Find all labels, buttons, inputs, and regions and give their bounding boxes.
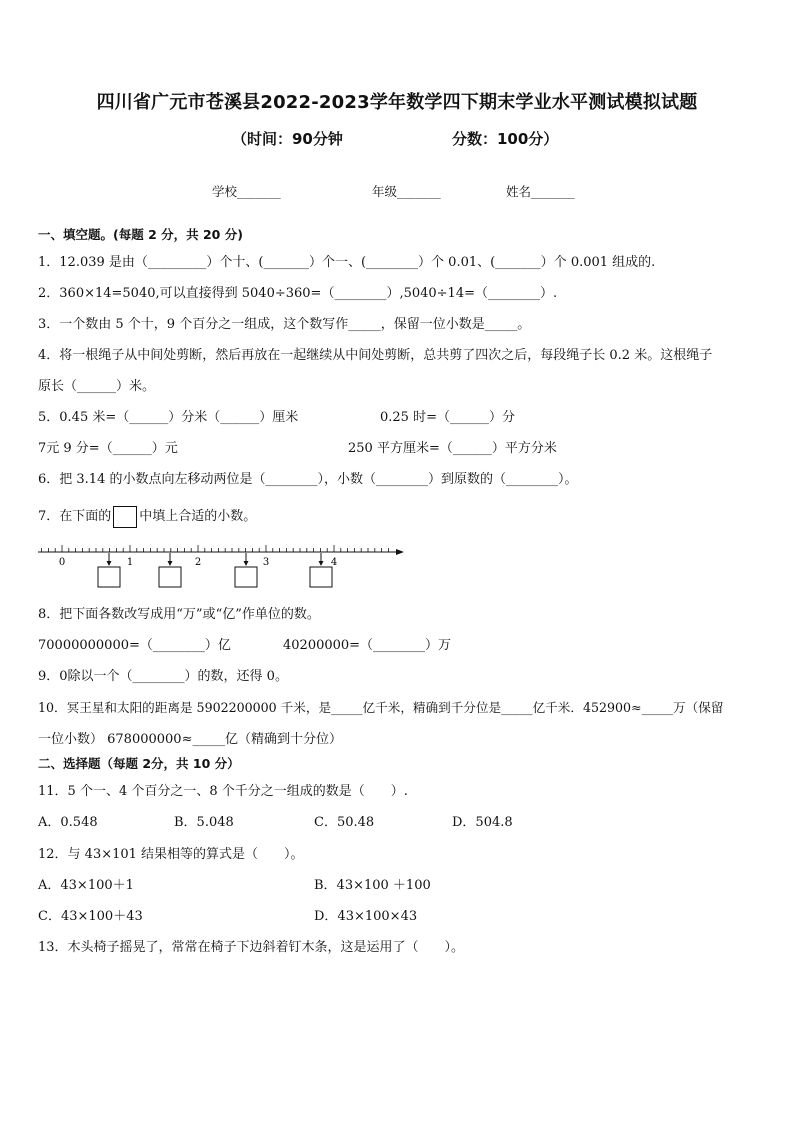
question-4-line-2: 原长（______）米。 (38, 379, 156, 394)
grade-field: 年级_______ (372, 184, 441, 199)
question-5-part-a: 5．0.45 米=（______）分米（______）厘米 (38, 410, 299, 425)
section-1-heading: 一、填空题。(每题 2 分，共 20 分) (38, 227, 243, 242)
answer-box-2[interactable] (159, 567, 181, 587)
question-8-part-b: 40200000=（________）万 (283, 638, 452, 653)
exam-time: （时间：90分钟 (232, 130, 343, 148)
answer-box-sample (113, 506, 137, 528)
q11-option-a[interactable]: A．0.548 (38, 815, 98, 830)
tick-label-2: 2 (194, 557, 202, 568)
answer-box-4[interactable] (310, 567, 332, 587)
question-5-part-d: 250 平方厘米=（______）平方分米 (348, 441, 557, 456)
q12-option-d[interactable]: D．43×100×43 (314, 909, 418, 924)
question-11: 11．5 个一、4 个百分之一、8 个千分之一组成的数是（ ）. (38, 784, 408, 799)
question-7 (38, 505, 256, 528)
number-line-arrow (396, 549, 404, 555)
question-10-line-2: 一位小数） 678000000≈_____亿（精确到十分位） (38, 732, 342, 747)
number-line (36, 536, 408, 592)
question-12: 12．与 43×101 结果相等的算式是（ ）。 (38, 847, 304, 862)
exam-title: 四川省广元市苍溪县2022-2023学年数学四下期末学业水平测试模拟试题 (96, 92, 698, 113)
arrow-to-box-3 (244, 553, 249, 566)
question-4-line-1: 4．将一根绳子从中间处剪断，然后再放在一起继续从中间处剪断，总共剪了四次之后，每段绳子长 0.2 米。这根绳子 (38, 348, 713, 363)
question-6: 6．把 3.14 的小数点向左移动两位是（________），小数（________）到原数的（________）。 (38, 472, 578, 487)
question-5-part-b: 0.25 时=（______）分 (380, 410, 515, 425)
question-8: 8．把下面各数改写成用“万”或“亿”作单位的数。 (38, 607, 320, 622)
question-9: 9．0除以一个（________）的数，还得 0。 (38, 669, 288, 684)
q12-option-c[interactable]: C．43×100＋43 (38, 909, 143, 924)
tick-label-3: 3 (262, 557, 270, 568)
answer-box-1[interactable] (98, 567, 120, 587)
tick-label-4: 4 (330, 557, 338, 568)
question-8-part-a: 70000000000=（________）亿 (38, 638, 231, 653)
answer-box-3[interactable] (235, 567, 257, 587)
question-7-prefix: 7．在下面的 (38, 509, 112, 524)
section-2-heading: 二、选择题（每题 2分，共 10 分） (38, 756, 240, 771)
q11-option-c[interactable]: C．50.48 (314, 815, 375, 830)
question-10-line-1: 10．冥王星和太阳的距离是 5902200000 千米，是_____亿千米，精确到千分位是_____亿千米．452900≈_____万（保留 (38, 700, 724, 715)
q11-option-b[interactable]: B．5.048 (174, 815, 234, 830)
question-7-suffix: 中填上合适的小数。 (139, 509, 257, 524)
q11-option-d[interactable]: D．504.8 (452, 815, 513, 830)
question-1: 1．12.039 是由（_________）个十、(_______）个一、(________）个 0.01、(_______）个 0.001 组成的. (38, 255, 656, 270)
question-2: 2．360×14=5040,可以直接得到 5040÷360=（________）,5040÷14=（________）. (38, 286, 558, 301)
question-3: 3．一个数由 5 个十，9 个百分之一组成，这个数写作_____，保留一位小数是_____。 (38, 317, 531, 332)
arrow-to-box-4 (319, 553, 324, 566)
tick-label-0: 0 (58, 557, 66, 568)
number-line-minor-ticks (42, 545, 389, 552)
arrow-to-box-2 (168, 553, 173, 566)
tick-label-1: 1 (126, 557, 134, 568)
question-5-part-c: 7元 9 分=（______）元 (38, 441, 178, 456)
exam-score: 分数：100分） (452, 130, 559, 148)
q12-option-b[interactable]: B．43×100 ＋100 (314, 878, 431, 893)
question-13: 13．木头椅子摇晃了，常常在椅子下边斜着钉木条，这是运用了（ ）。 (38, 940, 465, 955)
q12-option-a[interactable]: A．43×100＋1 (38, 878, 134, 893)
school-field: 学校_______ (212, 184, 281, 199)
arrow-to-box-1 (107, 553, 112, 566)
name-field: 姓名_______ (506, 184, 575, 199)
